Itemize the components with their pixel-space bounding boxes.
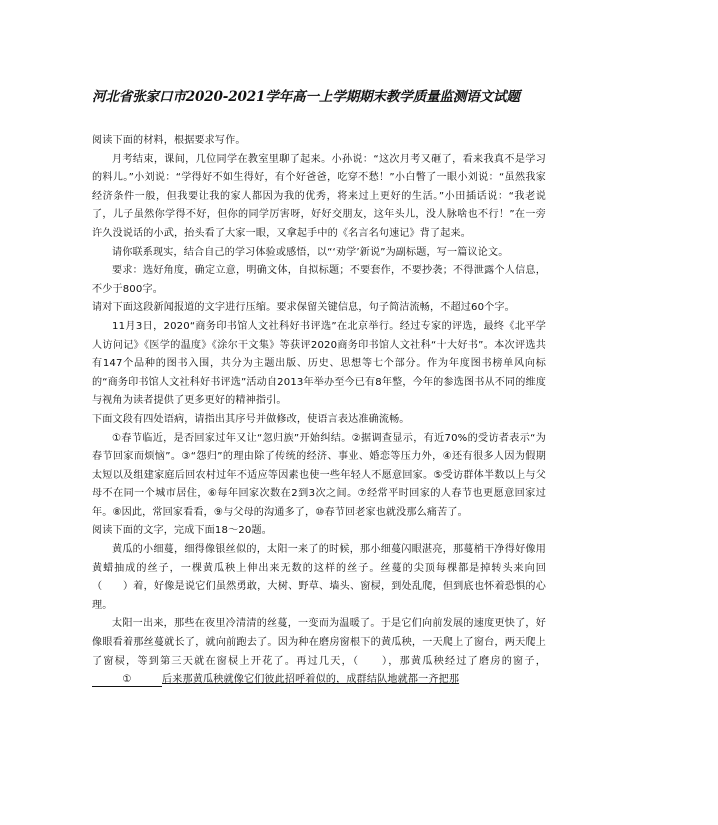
paragraph-requirements: 要求：选好角度，确定立意，明确文体，自拟标题；不要套作，不要抄袭；不得泄露个人信息，不少于800字。 (92, 265, 546, 295)
document-title: 河北省张家口市2020-2021学年高一上学期期末教学质量监测语文试题 (92, 89, 520, 105)
document-body (92, 132, 546, 690)
paragraph-reading-2-text: 太阳一出来，那些在夜里冷清清的丝蔓，一变而为温暖了。于是它们向前发展的速度更快了，好像眼看着那丝蔓就长了，就向前跑去了。因为种在磨房窗根下的黄瓜秧，一天爬上了窗台，两天爬上了窗棂，等到第三天就在窗棂上开花了。再过几天，（ ），那黄瓜秧经过了磨房的窗子， (92, 618, 546, 667)
paragraph-task: 请你联系现实，结合自己的学习体验或感悟，以“‘劝学’新说”为副标题，写一篇议论文。 (112, 246, 509, 258)
paragraph-grammar-instruction: 下面文段有四处语病，请指出其序号并做修改，使语言表达准确流畅。 (92, 413, 410, 425)
paragraph-reading-2-tail: 后来那黄瓜秧就像它们彼此招呼着似的，成群结队地就都一齐把那 (162, 674, 460, 686)
paragraph-reading-1: 黄瓜的小细蔓，细得像银丝似的，太阳一来了的时候，那小细蔓闪眼湛亮，那蔓梢干净得好像用黄蜡抽成的丝子，一棵黄瓜秧上伸出来无数的这样的丝子。丝蔓的尖顶每棵都是掉转头来向回（ ）着，好像是说它们虽然勇敢，大树、野草、墙头、窗棂，到处乱爬，但到底也怀着恐惧的心理。 (92, 544, 546, 611)
paragraph-material: 月考结束，课间，几位同学在教室里聊了起来。小孙说：“这次月考又砸了，看来我真不是学习的料儿。”小刘说：“学得好不如生得好，有个好爸爸，吃穿不愁！”小白瞥了一眼小刘说：“虽然我家经济条件一般，但我要让我的家人都因为我的优秀，将来过上更好的生活。”小田插话说：“我老说了，儿子虽然你学得不好，但你的同学厉害呀，好好交朋友，这年头儿，没人脉啥也不行！”在一旁许久没说话的小武，抬头看了大家一眼，又拿起手中的《名言名句速记》背了起来。 (92, 153, 546, 239)
answer-blank: ① (92, 673, 162, 687)
paragraph-grammar-text: ①春节临近，是否回家过年又让“忽归族”开始纠结。②据调查显示，有近70%的受访者表示“为春节回家而烦恼”。③“怨归”的理由除了传统的经济、事业、婚恋等压力外，④还有很多人因为假期太短以及组建家庭后回农村过年不适应等因素也使一些年轻人不愿意回家。⑤受访群体半数以上与父母不在同一个城市居住，⑥每年回家次数在2到3次之间。⑦经常平时回家的人春节也更愿意回家过年。⑧因此，常回家看看，⑨与父母的沟通多了，⑩春节回老家也就没那么痛苦了。 (92, 432, 546, 518)
paragraph-compress-instruction: 请对下面这段新闻报道的文字进行压缩。要求保留关键信息，句子简洁流畅，不超过60个字。 (92, 302, 515, 314)
paragraph-news: 11月3日，2020“商务印书馆人文社科好书评选”在北京举行。经过专家的评选，最终《北平学人访问记》《医学的温度》《涂尔干文集》等获评2020商务印书馆人文社科“十大好书”。本次评选共有147个品种的图书入围，共分为主题出版、历史、思想等七个部分。作为年度图书榜单风向标的“商务印书馆人文社科好书评选”活动自2013年举办至今已有8年整，今年的参选图书从不同的维度与视角为读者提供了更多更好的精神指引。 (92, 320, 546, 407)
paragraph-instruction: 阅读下面的材料，根据要求写作。 (92, 135, 246, 146)
paragraph-reading-2 (92, 615, 546, 689)
paragraph-reading-instruction: 阅读下面的文字，完成下面18～20题。 (92, 525, 272, 537)
